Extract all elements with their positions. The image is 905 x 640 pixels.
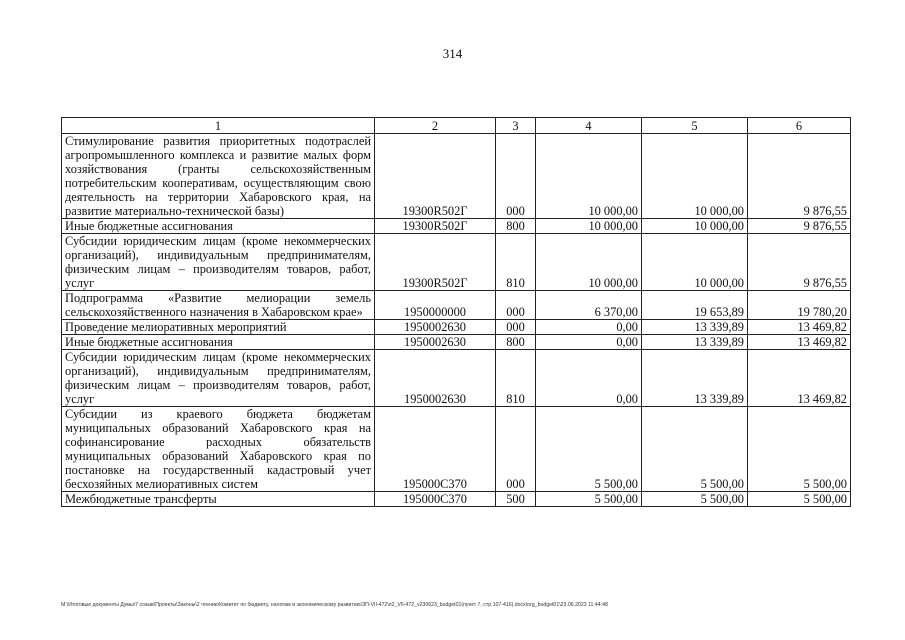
row-code: 19300R502Г xyxy=(375,234,496,291)
table-row xyxy=(62,492,851,507)
row-value-2: 10 000,00 xyxy=(642,219,748,234)
row-name: Субсидии юридическим лицам (кроме некоммерческих организаций), индивидуальным предпринимателям, физическим лицам – производителям товаров, работ, услуг xyxy=(62,350,375,407)
row-value-1: 5 500,00 xyxy=(536,492,642,507)
row-code: 19300R502Г xyxy=(375,134,496,219)
row-code: 1950002630 xyxy=(375,320,496,335)
row-name: Субсидии из краевого бюджета бюджетам муниципальных образований Хабаровского края на софинансирование расходных обязательств муниципальных образований Хабаровского края по постановке на государственный кадастровый учет бесхозяйных мелиоративных систем xyxy=(62,407,375,492)
row-type: 800 xyxy=(496,219,536,234)
table-row xyxy=(62,134,851,219)
col-header-2: 2 xyxy=(375,118,496,134)
table-row xyxy=(62,350,851,407)
row-value-2: 13 339,89 xyxy=(642,350,748,407)
row-value-3: 13 469,82 xyxy=(748,350,851,407)
row-name: Иные бюджетные ассигнования xyxy=(62,335,375,350)
row-value-2: 10 000,00 xyxy=(642,234,748,291)
row-value-3: 9 876,55 xyxy=(748,134,851,219)
row-value-3: 13 469,82 xyxy=(748,320,851,335)
row-type: 810 xyxy=(496,350,536,407)
row-value-1: 0,00 xyxy=(536,320,642,335)
row-name: Межбюджетные трансферты xyxy=(62,492,375,507)
row-code: 1950000000 xyxy=(375,291,496,320)
table-row xyxy=(62,407,851,492)
budget-table xyxy=(61,117,851,507)
row-value-2: 5 500,00 xyxy=(642,492,748,507)
row-value-3: 9 876,55 xyxy=(748,219,851,234)
row-code: 19300R502Г xyxy=(375,219,496,234)
row-code: 195000C370 xyxy=(375,407,496,492)
row-name: Проведение мелиоративных мероприятий xyxy=(62,320,375,335)
row-value-3: 5 500,00 xyxy=(748,407,851,492)
row-type: 800 xyxy=(496,335,536,350)
row-type: 810 xyxy=(496,234,536,291)
row-value-2: 13 339,89 xyxy=(642,320,748,335)
row-value-1: 10 000,00 xyxy=(536,134,642,219)
row-value-2: 10 000,00 xyxy=(642,134,748,219)
page-number: 314 xyxy=(442,46,463,61)
col-header-3: 3 xyxy=(496,118,536,134)
row-name: Стимулирование развития приоритетных подотраслей агропромышленного комплекса и развитие малых форм хозяйствования (гранты сельскохозяйственным потребительским кооперативам, осуществляющим свою деятельность на территории Хабаровского края, на развитие материально-технической базы) xyxy=(62,134,375,219)
row-value-3: 9 876,55 xyxy=(748,234,851,291)
row-name: Подпрограмма «Развитие мелиорации земель сельскохозяйственного назначения в Хабаровском крае» xyxy=(62,291,375,320)
row-value-1: 0,00 xyxy=(536,335,642,350)
row-name: Субсидии юридическим лицам (кроме некоммерческих организаций), индивидуальным предпринимателям, физическим лицам – производителям товаров, работ, услуг xyxy=(62,234,375,291)
row-value-1: 10 000,00 xyxy=(536,234,642,291)
row-code: 1950002630 xyxy=(375,350,496,407)
row-value-3: 13 469,82 xyxy=(748,335,851,350)
row-type: 000 xyxy=(496,291,536,320)
row-value-1: 10 000,00 xyxy=(536,219,642,234)
table-row xyxy=(62,234,851,291)
row-type: 000 xyxy=(496,134,536,219)
table-header-row xyxy=(62,118,851,134)
table-row xyxy=(62,320,851,335)
row-code: 195000C370 xyxy=(375,492,496,507)
table-row xyxy=(62,219,851,234)
table-row xyxy=(62,335,851,350)
row-value-2: 5 500,00 xyxy=(642,407,748,492)
row-code: 1950002630 xyxy=(375,335,496,350)
col-header-5: 5 xyxy=(642,118,748,134)
row-type: 000 xyxy=(496,407,536,492)
col-header-6: 6 xyxy=(748,118,851,134)
document-path-footer: M:\Итоговые документы Думы\7 созыв\Проекты\Законы\2 чтение\Комитет по бюджету, налогам и экономическому развитию\ЗП-VII-472\п2_VII-472_v230623_budget01(пункт 7, стр.107-416).docx\org_budget01\23.06.2023 11:44:48 xyxy=(61,602,608,608)
row-value-1: 5 500,00 xyxy=(536,407,642,492)
col-header-4: 4 xyxy=(536,118,642,134)
row-value-3: 5 500,00 xyxy=(748,492,851,507)
row-value-1: 0,00 xyxy=(536,350,642,407)
row-type: 000 xyxy=(496,320,536,335)
row-value-2: 19 653,89 xyxy=(642,291,748,320)
row-name: Иные бюджетные ассигнования xyxy=(62,219,375,234)
table-row xyxy=(62,291,851,320)
col-header-1: 1 xyxy=(62,118,375,134)
row-value-3: 19 780,20 xyxy=(748,291,851,320)
row-value-1: 6 370,00 xyxy=(536,291,642,320)
row-type: 500 xyxy=(496,492,536,507)
row-value-2: 13 339,89 xyxy=(642,335,748,350)
